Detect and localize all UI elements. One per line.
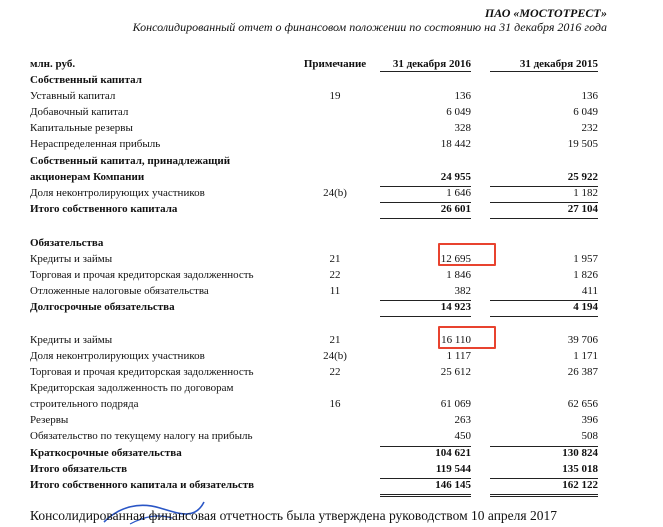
value-2016: 6 049 bbox=[446, 106, 471, 118]
value-2015: 1 182 bbox=[573, 187, 598, 199]
value-2016: 1 646 bbox=[446, 187, 471, 199]
approval-note: Консолидированная финансовая отчетность была утверждена руководством 10 апреля 2017 bbox=[30, 508, 557, 523]
row-label: Доля неконтролирующих участников bbox=[30, 187, 205, 199]
rule bbox=[490, 496, 598, 497]
table-row bbox=[0, 446, 663, 462]
value-2015: 135 018 bbox=[562, 463, 598, 475]
rule bbox=[490, 446, 598, 447]
value-2016: 146 145 bbox=[435, 479, 471, 491]
table-row bbox=[0, 170, 663, 186]
rule bbox=[490, 218, 598, 219]
table-row bbox=[0, 478, 663, 494]
report-subtitle: Консолидированный отчет о финансовом положении по состоянию на 31 декабря 2016 года bbox=[132, 20, 607, 34]
value-2015: 508 bbox=[581, 430, 598, 442]
table-row bbox=[0, 381, 663, 397]
table-row bbox=[0, 268, 663, 284]
value-2016: 16 110 bbox=[441, 334, 471, 346]
table-row bbox=[0, 252, 663, 268]
rule bbox=[380, 202, 471, 203]
rule bbox=[380, 300, 471, 301]
value-2015: 136 bbox=[581, 90, 598, 102]
row-label: Доля неконтролирующих участников bbox=[30, 350, 205, 362]
units-label: млн. руб. bbox=[30, 58, 76, 70]
value-2016: 104 621 bbox=[435, 447, 471, 459]
row-label: Добавочный капитал bbox=[30, 106, 129, 118]
value-2016: 328 bbox=[454, 122, 471, 134]
row-note: 24(b) bbox=[323, 350, 347, 362]
row-label: Кредиты и займы bbox=[30, 334, 113, 346]
row-label: строительного подряда bbox=[30, 398, 139, 410]
row-label: Краткосрочные обязательства bbox=[30, 447, 182, 459]
table-row bbox=[0, 429, 663, 445]
rule bbox=[380, 316, 471, 317]
row-label: Кредиторская задолженность по договорам bbox=[30, 382, 234, 394]
highlight-box-borrowings-longterm bbox=[438, 243, 496, 266]
rule bbox=[380, 478, 471, 479]
value-2016: 25 612 bbox=[440, 366, 471, 378]
row-label: Итого обязательств bbox=[30, 463, 128, 475]
value-2015: 39 706 bbox=[567, 334, 598, 346]
row-label: Отложенные налоговые обязательства bbox=[30, 285, 209, 297]
row-note: 11 bbox=[329, 285, 341, 297]
rule bbox=[490, 494, 598, 495]
note-column-header: Примечание bbox=[303, 58, 367, 70]
table-row bbox=[0, 284, 663, 300]
row-note: 22 bbox=[329, 269, 341, 281]
row-note: 19 bbox=[329, 90, 341, 102]
value-2015: 25 922 bbox=[567, 171, 598, 183]
table-row bbox=[0, 349, 663, 365]
value-2016: 119 544 bbox=[435, 463, 471, 475]
rule bbox=[380, 496, 471, 497]
value-2016: 136 bbox=[454, 90, 471, 102]
row-label: Обязательства bbox=[30, 237, 104, 249]
value-2015: 1 171 bbox=[573, 350, 598, 362]
row-note: 24(b) bbox=[323, 187, 347, 199]
table-row bbox=[0, 202, 663, 218]
table-row bbox=[0, 105, 663, 121]
rule bbox=[380, 218, 471, 219]
value-2015: 27 104 bbox=[567, 203, 598, 215]
row-note: 21 bbox=[329, 253, 341, 265]
value-2015: 19 505 bbox=[567, 138, 598, 150]
table-row bbox=[0, 154, 663, 170]
row-label: Торговая и прочая кредиторская задолженность bbox=[30, 366, 254, 378]
table-row bbox=[0, 397, 663, 413]
highlight-box-borrowings-shortterm bbox=[438, 326, 496, 349]
value-2015: 130 824 bbox=[562, 447, 598, 459]
value-2015: 162 122 bbox=[562, 479, 598, 491]
value-2016: 382 bbox=[454, 285, 471, 297]
row-label: Торговая и прочая кредиторская задолженность bbox=[30, 269, 254, 281]
rule bbox=[380, 494, 471, 495]
row-label: Итого собственного капитала bbox=[30, 203, 178, 215]
value-2015: 26 387 bbox=[567, 366, 598, 378]
year-2015-column-header: 31 декабря 2015 bbox=[519, 58, 598, 70]
row-label: Уставный капитал bbox=[30, 90, 116, 102]
value-2015: 232 bbox=[581, 122, 598, 134]
row-note: 22 bbox=[329, 366, 341, 378]
company-name: ПАО «МОСТОТРЕСТ» bbox=[484, 6, 607, 20]
column-underline-2015 bbox=[490, 71, 598, 72]
row-label: Долгосрочные обязательства bbox=[30, 301, 175, 313]
table-row bbox=[0, 365, 663, 381]
row-label: Обязательство по текущему налогу на прибыль bbox=[30, 430, 253, 442]
value-2016: 24 955 bbox=[440, 171, 471, 183]
year-2016-column-header: 31 декабря 2016 bbox=[392, 58, 471, 70]
value-2015: 1 957 bbox=[573, 253, 598, 265]
table-row bbox=[0, 73, 663, 89]
rule bbox=[490, 478, 598, 479]
value-2016: 1 117 bbox=[446, 350, 471, 362]
value-2015: 6 049 bbox=[573, 106, 598, 118]
row-label: Нераспределенная прибыль bbox=[30, 138, 161, 150]
row-label: Собственный капитал bbox=[30, 74, 142, 86]
value-2015: 411 bbox=[581, 285, 598, 297]
value-2016: 12 695 bbox=[440, 253, 471, 265]
row-label: Капитальные резервы bbox=[30, 122, 133, 134]
rule bbox=[490, 186, 598, 187]
value-2016: 61 069 bbox=[440, 398, 471, 410]
table-row bbox=[0, 137, 663, 153]
value-2015: 396 bbox=[581, 414, 598, 426]
table-row bbox=[0, 333, 663, 349]
value-2016: 263 bbox=[454, 414, 471, 426]
value-2015: 1 826 bbox=[573, 269, 598, 281]
value-2015: 4 194 bbox=[573, 301, 598, 313]
rule bbox=[490, 300, 598, 301]
rule bbox=[490, 316, 598, 317]
row-label: акционерам Компании bbox=[30, 171, 145, 183]
value-2016: 1 846 bbox=[446, 269, 471, 281]
table-row bbox=[0, 462, 663, 478]
row-label: Итого собственного капитала и обязательств bbox=[30, 479, 255, 491]
table-row bbox=[0, 186, 663, 202]
row-label: Резервы bbox=[30, 414, 69, 426]
rule bbox=[490, 202, 598, 203]
value-2016: 26 601 bbox=[440, 203, 471, 215]
rule bbox=[380, 186, 471, 187]
value-2016: 450 bbox=[454, 430, 471, 442]
column-underline-2016 bbox=[380, 71, 471, 72]
table-row bbox=[0, 89, 663, 105]
row-note: 16 bbox=[329, 398, 341, 410]
value-2016: 14 923 bbox=[440, 301, 471, 313]
table-row bbox=[0, 300, 663, 316]
rule bbox=[380, 446, 471, 447]
row-label: Собственный капитал, принадлежащий bbox=[30, 155, 231, 167]
row-label: Кредиты и займы bbox=[30, 253, 113, 265]
value-2015: 62 656 bbox=[567, 398, 598, 410]
table-row bbox=[0, 413, 663, 429]
value-2016: 18 442 bbox=[440, 138, 471, 150]
table-row bbox=[0, 121, 663, 137]
row-note: 21 bbox=[329, 334, 341, 346]
table-row bbox=[0, 236, 663, 252]
